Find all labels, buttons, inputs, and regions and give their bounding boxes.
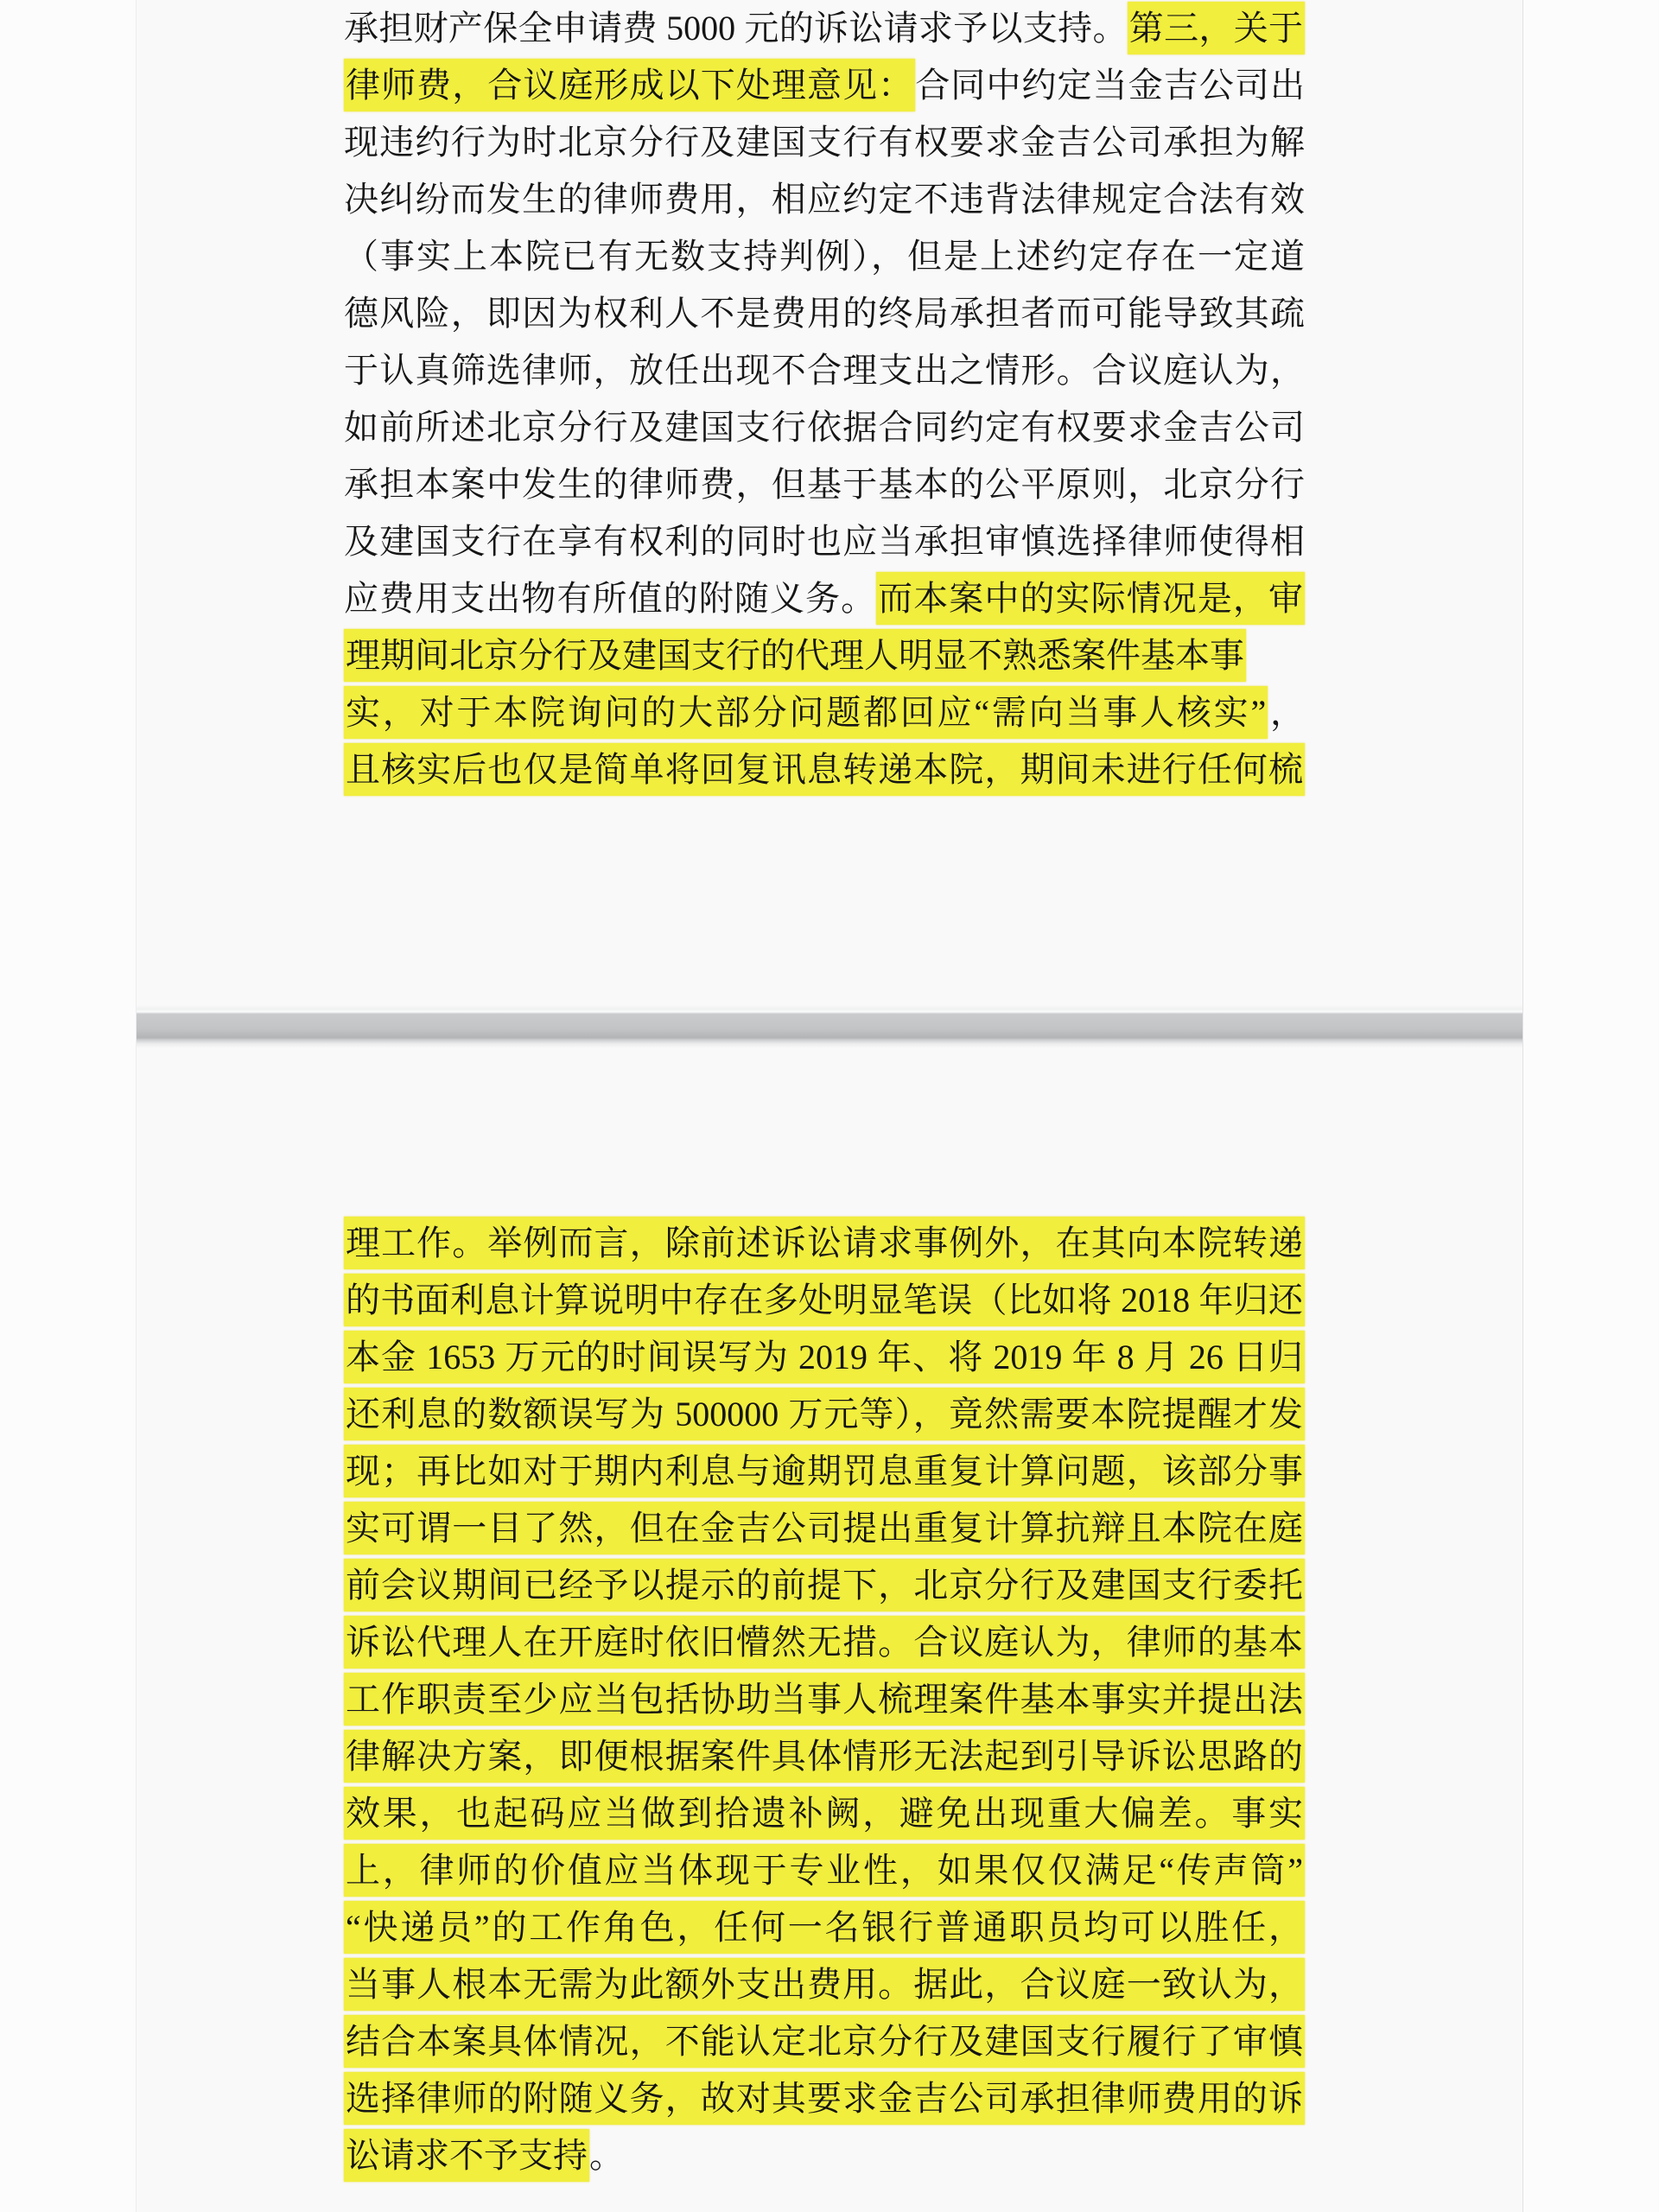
text-segment: 现违约行为时北京分行及建国支行有权要求金吉公司承担为解	[344, 123, 1305, 162]
text-line	[344, 1557, 1305, 1614]
highlighted-text-segment: 还利息的数额误写为 500000 万元等），竟然需要本院提醒才发	[344, 1388, 1305, 1440]
text-line	[344, 1272, 1305, 1329]
highlighted-text-segment: 现；再比如对于期内利息与逾期罚息重复计算问题，该部分事	[344, 1445, 1305, 1497]
text-line	[344, 285, 1305, 342]
text-segment: 承担财产保全申请费 5000 元的诉讼请求予以支持。	[344, 9, 1128, 48]
text-line	[344, 1443, 1305, 1500]
highlighted-text-segment: 效果，也起码应当做到拾遗补阙，避免出现重大偏差。事实	[344, 1787, 1305, 1840]
highlighted-text-segment: 的书面利息计算说明中存在多处明显笔误（比如将 2018 年归还	[344, 1274, 1305, 1326]
page2-text-block	[344, 1215, 1305, 2184]
text-line	[344, 2070, 1305, 2127]
document-paper	[136, 0, 1523, 2212]
highlighted-text-segment: 前会议期间已经予以提示的前提下，北京分行及建国支行委托	[344, 1559, 1305, 1611]
text-line	[344, 114, 1305, 171]
text-segment: 及建国支行在享有权利的同时也应当承担审慎选择律师使得相	[344, 522, 1305, 561]
text-line	[344, 1215, 1305, 1272]
highlighted-text-segment: 选择律师的附随义务，故对其要求金吉公司承担律师费用的诉	[344, 2072, 1305, 2125]
text-segment: 合同中约定当金吉公司出	[915, 66, 1306, 105]
highlighted-text-segment: 本金 1653 万元的时间误写为 2019 年、将 2019 年 8 月 26 日归	[344, 1331, 1305, 1383]
text-line	[344, 0, 1305, 57]
text-line	[344, 1386, 1305, 1443]
highlighted-text-segment: 且核实后也仅是简单将回复讯息转递本院，期间未进行任何梳	[344, 743, 1305, 796]
text-line	[344, 2013, 1305, 2070]
highlighted-text-segment: 律解决方案，即便根据案件具体情形无法起到引导诉讼思路的	[344, 1730, 1305, 1783]
page1-text-block	[344, 0, 1305, 798]
text-segment: 承担本案中发生的律师费，但基于基本的公平原则，北京分行	[344, 465, 1305, 504]
text-line	[344, 1728, 1305, 1785]
text-line	[344, 1614, 1305, 1671]
highlighted-text-segment: 第三，关于	[1128, 2, 1305, 54]
text-line	[344, 684, 1305, 741]
text-line	[344, 2127, 1305, 2184]
text-line	[344, 456, 1305, 513]
text-line	[344, 1785, 1305, 1842]
text-segment: 如前所述北京分行及建国支行依据合同约定有权要求金吉公司	[344, 408, 1305, 447]
text-line	[344, 627, 1305, 684]
text-line	[344, 1329, 1305, 1386]
page-break-bar	[137, 1005, 1522, 1048]
text-line	[344, 1842, 1305, 1899]
highlighted-text-segment: 而本案中的实际情况是，审	[876, 572, 1305, 625]
highlighted-text-segment: 结合本案具体情况，不能认定北京分行及建国支行履行了审慎	[344, 2015, 1305, 2068]
highlighted-text-segment: 理工作。举例而言，除前述诉讼请求事例外，在其向本院转递	[344, 1217, 1305, 1269]
text-segment: 德风险，即因为权利人不是费用的终局承担者而可能导致其疏	[344, 294, 1305, 333]
text-segment: ，	[1268, 693, 1306, 732]
text-line	[344, 399, 1305, 456]
highlighted-text-segment: 实可谓一目了然，但在金吉公司提出重复计算抗辩且本院在庭	[344, 1502, 1305, 1554]
text-segment: 于认真筛选律师，放任出现不合理支出之情形。合议庭认为，	[344, 351, 1305, 390]
highlighted-text-segment: 实，对于本院询问的大部分问题都回应“需向当事人核实”	[344, 686, 1268, 739]
highlighted-text-segment: 诉讼代理人在开庭时依旧懵然无措。合议庭认为，律师的基本	[344, 1616, 1305, 1669]
text-line	[344, 1956, 1305, 2013]
highlighted-text-segment: 当事人根本无需为此额外支出费用。据此，合议庭一致认为，	[344, 1958, 1305, 2011]
text-segment: 决纠纷而发生的律师费用，相应约定不违背法律规定合法有效	[344, 180, 1305, 219]
text-line	[344, 741, 1305, 798]
text-segment: （事实上本院已有无数支持判例），但是上述约定存在一定道	[344, 237, 1305, 276]
highlighted-text-segment: 律师费，合议庭形成以下处理意见：	[344, 59, 915, 111]
text-segment: 应费用支出物有所值的附随义务。	[344, 579, 877, 618]
text-line	[344, 570, 1305, 627]
highlighted-text-segment: 上，律师的价值应当体现于专业性，如果仅仅满足“传声筒”	[344, 1844, 1305, 1897]
text-line	[344, 171, 1305, 228]
text-segment: 。	[589, 2136, 624, 2175]
text-line	[344, 57, 1305, 114]
highlighted-text-segment: “快递员”的工作角色，任何一名银行普通职员均可以胜任，	[344, 1901, 1305, 1954]
text-line	[344, 342, 1305, 399]
text-line	[344, 1671, 1305, 1728]
text-line	[344, 228, 1305, 285]
text-line	[344, 1899, 1305, 1956]
text-line	[344, 513, 1305, 570]
text-line	[344, 1500, 1305, 1557]
highlighted-text-segment: 讼请求不予支持	[344, 2129, 589, 2182]
highlighted-text-segment: 工作职责至少应当包括协助当事人梳理案件基本事实并提出法	[344, 1673, 1305, 1726]
highlighted-text-segment: 理期间北京分行及建国支行的代理人明显不熟悉案件基本事	[344, 629, 1246, 682]
